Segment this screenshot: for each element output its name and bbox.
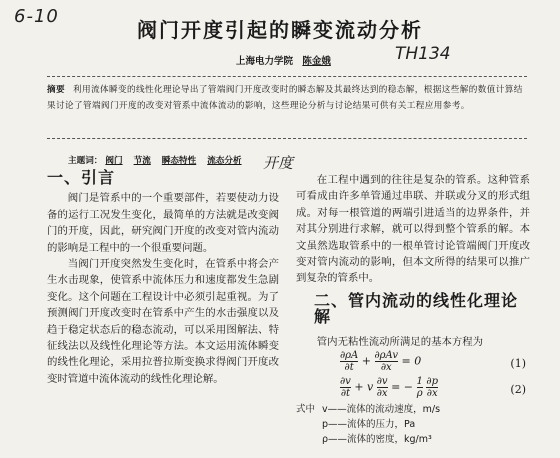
equation-1: $\frac{\partial\rho A}{\partial t}$ + $\frac{\text{∂ρAv}}{\partial x}$ = 0 (1) xyxy=(340,350,526,374)
left-column xyxy=(47,170,279,387)
equation-number: (1) xyxy=(510,357,526,371)
paragraph: 阀门是管系中的一个重要部件，若要使动力设备的运行工况发生变化，最简单的方法就是改变阀门的开度，因此，研究阀门开度的改变对管内流动的影响是工程中的一个很重要问题。 xyxy=(47,192,279,254)
fraction: $\frac{\partial v}{\partial x}$ xyxy=(376,376,388,400)
section-heading-intro: 一、引言 xyxy=(47,168,116,187)
fraction: $\frac{\partial\rho A}{\partial t}$ xyxy=(340,350,359,374)
fraction: $\frac{1}{\rho}$ xyxy=(416,376,423,400)
paragraph: 在工程中遇到的往往是复杂的管系。这种管系可看成由许多单管通过串联、并联或分叉的形式组成。对每一根管道的两端引进适当的边界条件，并对其分别进行求解，就可以得到整个管系的解。本文虽然选取管系中的一根单管讨论管端阀门开度改变对管内流动的影响，但本文所得的结果可以推广到复杂的管系中。 xyxy=(296,174,530,285)
paragraph: 当阀门开度突然发生变化时，在管系中将会产生水击现象，使管系中流体压力和速度都发生急剧变化。这个问题在工程设计中必须引起重视。为了预测阀门开度改变时在管系中产生的水击强度以及趋于稳定状态后的稳态流动，可以采用图解法、特征线法以及线性化理论等方法。本文运用流体瞬变的线性化理论，采用拉普拉斯变换求得阀门开度改变时管道中流体流动的线性化理论解。 xyxy=(47,258,279,385)
fraction: $\frac{\partial p}{\partial x}$ xyxy=(426,376,438,400)
keyword: 阀门 xyxy=(105,156,123,166)
abstract-text: 利用流体瞬变的线性化理论导出了管端阀门开度改变时的瞬态解及其最终达到的稳态解，根据这些解的数值计算结果讨论了管端阀门开度的改变对管系中流体流动的影响，这些理论分析与讨论结果可供有关工程应用参考。 xyxy=(47,85,523,111)
equation-2: $\frac{\partial v}{\partial t}$ + v $\frac{\partial v}{\partial x}$ = − $\frac{1}{\rho}$ $\frac{\partial p}{\partial x}$ (2) xyxy=(340,376,526,400)
paper-title: 阀门开度引起的瞬变流动分析 xyxy=(137,18,423,42)
variable-definitions xyxy=(296,402,530,447)
fraction: $\frac{\partial v}{\partial t}$ xyxy=(340,376,351,400)
abstract xyxy=(47,82,527,114)
abstract-label: 摘要 xyxy=(47,85,65,95)
section-heading-theory: 二、管内流动的线性化理论解 xyxy=(314,290,519,327)
right-column xyxy=(296,172,530,447)
definition: v——流体的流动速度，m/s xyxy=(322,404,441,416)
author-line xyxy=(236,53,331,67)
divider-bottom xyxy=(47,138,527,139)
author-name: 陈金娥 xyxy=(302,56,331,67)
affiliation: 上海电力学院 xyxy=(236,56,294,67)
keywords-label: 主题词： xyxy=(68,156,103,166)
keyword: 瞬态特性 xyxy=(161,156,197,166)
definitions-label: 式中 xyxy=(296,404,316,416)
equation-number: (2) xyxy=(510,383,526,397)
divider-top xyxy=(47,76,527,77)
definition: p——流体的压力，Pa xyxy=(322,419,416,431)
fraction: $\frac{\text{∂ρAv}}{\partial x}$ xyxy=(374,350,399,374)
equation-intro: 管内无粘性流动所满足的基本方程为 xyxy=(316,335,484,348)
handwritten-mark: 开度 xyxy=(263,154,294,172)
keyword: 流态分析 xyxy=(207,156,242,166)
handwritten-page-range: 6-10 xyxy=(14,6,59,27)
keywords xyxy=(68,154,250,166)
definition: ρ——流体的密度，kg/m³ xyxy=(322,434,432,446)
keyword: 节流 xyxy=(133,156,151,166)
handwritten-code: TH134 xyxy=(395,44,451,64)
